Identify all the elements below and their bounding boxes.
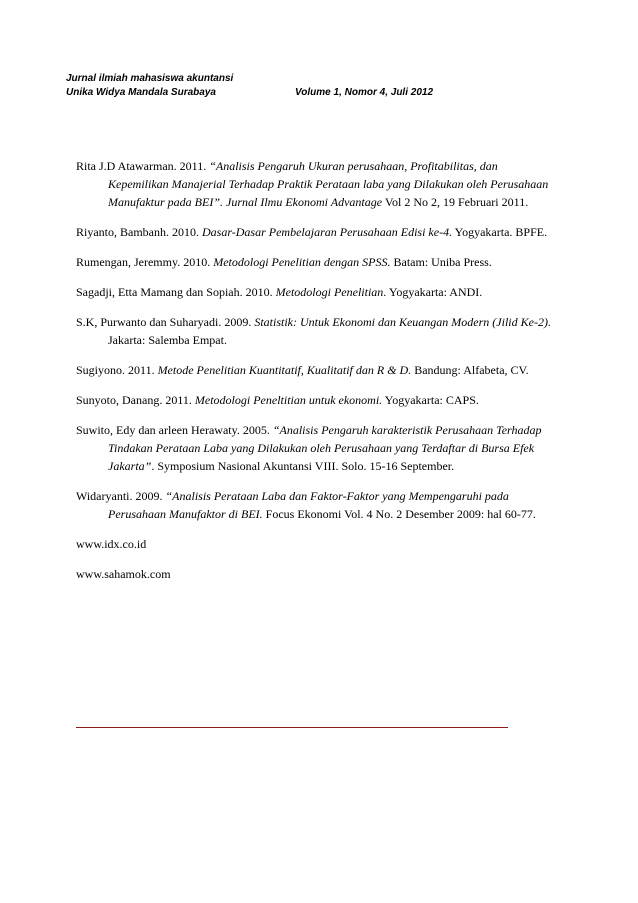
journal-name: Jurnal ilmiah mahasiswa akuntansi — [66, 73, 234, 84]
reference-item: Sugiyono. 2011. Metode Penelitian Kuantitatif, Kualitatif dan R & D. Bandung: Alfabeta, CV. — [76, 363, 529, 377]
website-link[interactable]: www.idx.co.id — [76, 537, 147, 551]
university-name: Unika Widya Mandala Surabaya — [66, 87, 216, 98]
reference-item: Sunyoto, Danang. 2011. Metodologi Peneltitian untuk ekonomi. Yogyakarta: CAPS. — [76, 393, 479, 407]
reference-item: S.K, Purwanto dan Suharyadi. 2009. Statistik: Untuk Ekonomi dan Keuangan Modern (Jilid Ke-2). Jakarta: Salemba Empat. — [76, 315, 551, 347]
website-link[interactable]: www.sahamok.com — [76, 567, 171, 581]
reference-item: Suwito, Edy dan arleen Herawaty. 2005. “Analisis Pengaruh karakteristik Perusahaan Terhadap Tindakan Perataan Laba yang Dilakukan oleh Perusahaan yang Terdaftar di Bursa Efek Jakarta”. Symposium Nasional Akuntansi VIII. Solo. 15-16 September. — [76, 423, 542, 473]
reference-item: Sagadji, Etta Mamang dan Sopiah. 2010. Metodologi Penelitian. Yogyakarta: ANDI. — [76, 285, 483, 299]
volume-info: Volume 1, Nomor 4, Juli 2012 — [295, 87, 434, 98]
page-header — [66, 72, 434, 100]
reference-item: Rumengan, Jeremmy. 2010. Metodologi Penelitian dengan SPSS. Batam: Uniba Press. — [76, 255, 492, 269]
reference-list — [76, 157, 558, 583]
reference-item: Riyanto, Bambanh. 2010. Dasar-Dasar Pembelajaran Perusahaan Edisi ke-4. Yogyakarta. BPFE. — [76, 225, 548, 239]
reference-item: Widaryanti. 2009. “Analisis Perataan Laba dan Faktor-Faktor yang Mempengaruhi pada Perusahaan Manufaktor di BEI. Focus Ekonomi Vol. 4 No. 2 Desember 2009: hal 60-77. — [76, 489, 536, 521]
footnote-divider — [76, 727, 508, 728]
reference-item: Rita J.D Atawarman. 2011. “Analisis Pengaruh Ukuran perusahaan, Profitabilitas, dan Kepemilikan Manajerial Terhadap Praktik Perataan laba yang Dilakukan oleh Perusahaan Manufaktur pada BEI”. Jurnal Ilmu Ekonomi Advantage Vol 2 No 2, 19 Februari 2011. — [76, 159, 549, 209]
